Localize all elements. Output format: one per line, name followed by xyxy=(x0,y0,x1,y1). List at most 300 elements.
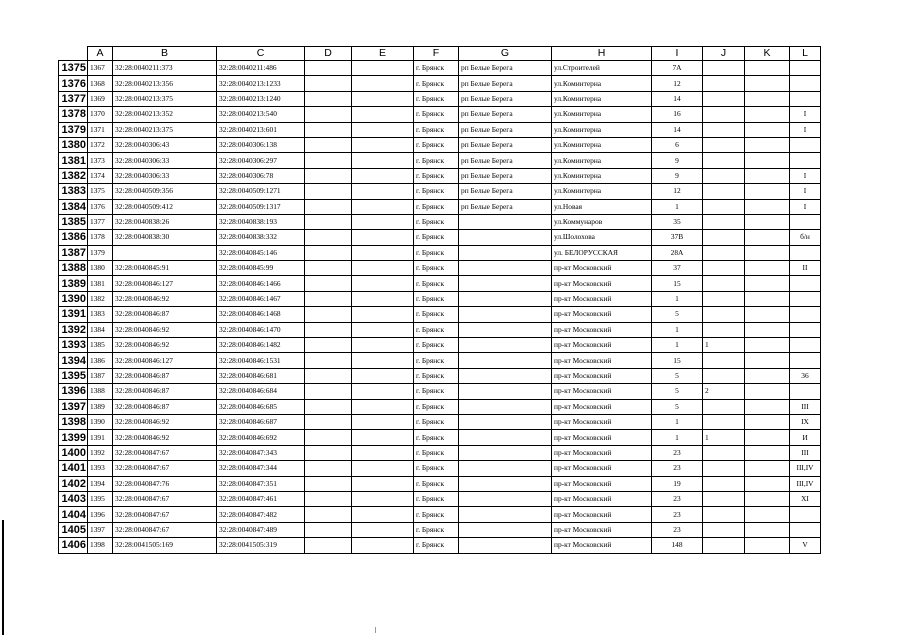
cell-l: I xyxy=(790,107,821,122)
cell-i: 1 xyxy=(652,291,703,306)
cell-k xyxy=(745,276,790,291)
cell-e xyxy=(352,461,414,476)
row-number-cell: 1403 xyxy=(59,491,88,506)
cell-c: 32:28:0041505:319 xyxy=(217,538,305,553)
cell-k xyxy=(745,91,790,106)
cell-i: 5 xyxy=(652,368,703,383)
cell-j xyxy=(703,137,745,152)
cell-l xyxy=(790,76,821,91)
cell-g xyxy=(459,276,552,291)
column-header-h: H xyxy=(552,47,652,61)
cell-h: пр-кт Московский xyxy=(552,414,652,429)
cell-e xyxy=(352,76,414,91)
table-row xyxy=(59,122,821,137)
column-header-b: B xyxy=(113,47,217,61)
cell-g: рп Белые Берега xyxy=(459,153,552,168)
row-number-cell: 1402 xyxy=(59,476,88,491)
cell-a: 1392 xyxy=(88,445,113,460)
cell-a: 1384 xyxy=(88,322,113,337)
cell-i: 12 xyxy=(652,184,703,199)
cell-e xyxy=(352,538,414,553)
cell-h: ул.Коминтерна xyxy=(552,168,652,183)
cell-b: 32:28:0040846:87 xyxy=(113,399,217,414)
cell-a: 1372 xyxy=(88,137,113,152)
cell-h: пр-кт Московский xyxy=(552,276,652,291)
row-number-cell: 1400 xyxy=(59,445,88,460)
cell-l xyxy=(790,338,821,353)
cell-i: 1 xyxy=(652,338,703,353)
cell-g xyxy=(459,414,552,429)
cell-h: пр-кт Московский xyxy=(552,507,652,522)
cell-d xyxy=(305,245,352,260)
cell-f: г. Брянск xyxy=(414,107,459,122)
cell-d xyxy=(305,507,352,522)
cell-g: рп Белые Берега xyxy=(459,76,552,91)
cell-i: 15 xyxy=(652,353,703,368)
cell-f: г. Брянск xyxy=(414,322,459,337)
cell-l xyxy=(790,276,821,291)
cell-b: 32:28:0040847:67 xyxy=(113,507,217,522)
table-row xyxy=(59,76,821,91)
cell-f: г. Брянск xyxy=(414,261,459,276)
cell-i: 19 xyxy=(652,476,703,491)
row-number-cell: 1390 xyxy=(59,291,88,306)
cell-g: рп Белые Берега xyxy=(459,107,552,122)
cell-k xyxy=(745,214,790,229)
column-header-a: A xyxy=(88,47,113,61)
corner-cell xyxy=(59,47,88,61)
column-header-l: L xyxy=(790,47,821,61)
cell-l xyxy=(790,522,821,537)
cell-g: рп Белые Берега xyxy=(459,137,552,152)
cell-f: г. Брянск xyxy=(414,430,459,445)
row-number-cell: 1381 xyxy=(59,153,88,168)
cell-c: 32:28:0040846:684 xyxy=(217,384,305,399)
cell-a: 1379 xyxy=(88,245,113,260)
table-row xyxy=(59,538,821,553)
cell-c: 32:28:0040846:1467 xyxy=(217,291,305,306)
cell-k xyxy=(745,414,790,429)
table-row xyxy=(59,107,821,122)
cell-h: ул.Коминтерна xyxy=(552,91,652,106)
cell-h: ул.Строителей xyxy=(552,61,652,76)
cell-d xyxy=(305,91,352,106)
cell-b: 32:28:0040846:127 xyxy=(113,353,217,368)
cell-g xyxy=(459,214,552,229)
cell-i: 1 xyxy=(652,430,703,445)
cell-e xyxy=(352,353,414,368)
cell-f: г. Брянск xyxy=(414,538,459,553)
table-row xyxy=(59,168,821,183)
cell-l xyxy=(790,61,821,76)
cell-l xyxy=(790,384,821,399)
cell-a: 1397 xyxy=(88,522,113,537)
cell-h: ул.Коминтерна xyxy=(552,107,652,122)
cell-j xyxy=(703,214,745,229)
cell-d xyxy=(305,230,352,245)
cell-i: 14 xyxy=(652,122,703,137)
row-number-cell: 1384 xyxy=(59,199,88,214)
table-row xyxy=(59,507,821,522)
cell-d xyxy=(305,476,352,491)
column-header-row xyxy=(59,47,821,61)
row-number-cell: 1391 xyxy=(59,307,88,322)
cell-j xyxy=(703,107,745,122)
cell-a: 1385 xyxy=(88,338,113,353)
cell-f: г. Брянск xyxy=(414,61,459,76)
cell-j xyxy=(703,414,745,429)
cell-i: 16 xyxy=(652,107,703,122)
column-header-c: C xyxy=(217,47,305,61)
cell-b: 32:28:0040213:375 xyxy=(113,122,217,137)
cell-k xyxy=(745,230,790,245)
table-row xyxy=(59,291,821,306)
table-row xyxy=(59,230,821,245)
cell-f: г. Брянск xyxy=(414,507,459,522)
cell-f: г. Брянск xyxy=(414,76,459,91)
cell-i: 37 xyxy=(652,261,703,276)
cell-b: 32:28:0040509:412 xyxy=(113,199,217,214)
cell-l: 36 xyxy=(790,368,821,383)
cell-c: 32:28:0040509:1271 xyxy=(217,184,305,199)
cell-j: 2 xyxy=(703,384,745,399)
cell-b: 32:28:0040306:33 xyxy=(113,153,217,168)
cell-g xyxy=(459,322,552,337)
cell-e xyxy=(352,261,414,276)
cell-l xyxy=(790,214,821,229)
cell-k xyxy=(745,107,790,122)
cell-i: 23 xyxy=(652,491,703,506)
cell-i: 5 xyxy=(652,307,703,322)
cell-h: пр-кт Московский xyxy=(552,307,652,322)
cell-d xyxy=(305,261,352,276)
cell-l xyxy=(790,245,821,260)
cell-d xyxy=(305,153,352,168)
cell-e xyxy=(352,61,414,76)
cell-g xyxy=(459,384,552,399)
cell-l: I xyxy=(790,122,821,137)
cell-e xyxy=(352,245,414,260)
column-header-e: E xyxy=(352,47,414,61)
cell-a: 1387 xyxy=(88,368,113,383)
cell-g xyxy=(459,307,552,322)
cell-d xyxy=(305,137,352,152)
cell-l xyxy=(790,507,821,522)
cell-i: 35 xyxy=(652,214,703,229)
cell-e xyxy=(352,399,414,414)
cell-d xyxy=(305,538,352,553)
cell-i: 5 xyxy=(652,384,703,399)
cell-e xyxy=(352,476,414,491)
cell-f: г. Брянск xyxy=(414,153,459,168)
table-body xyxy=(59,61,821,554)
cell-j xyxy=(703,353,745,368)
cell-e xyxy=(352,184,414,199)
cell-c: 32:28:0040847:344 xyxy=(217,461,305,476)
cell-j xyxy=(703,538,745,553)
cell-i: 12 xyxy=(652,76,703,91)
cell-a: 1378 xyxy=(88,230,113,245)
cell-f: г. Брянск xyxy=(414,230,459,245)
cell-h: ул.Коминтерна xyxy=(552,137,652,152)
cell-f: г. Брянск xyxy=(414,338,459,353)
row-number-cell: 1378 xyxy=(59,107,88,122)
cell-a: 1396 xyxy=(88,507,113,522)
cell-j xyxy=(703,76,745,91)
cell-a: 1382 xyxy=(88,291,113,306)
cell-k xyxy=(745,307,790,322)
table-row xyxy=(59,399,821,414)
cell-a: 1377 xyxy=(88,214,113,229)
cell-b: 32:28:0040847:67 xyxy=(113,445,217,460)
cell-h: ул.Новая xyxy=(552,199,652,214)
cell-b: 32:28:0040211:373 xyxy=(113,61,217,76)
cell-d xyxy=(305,461,352,476)
cell-c: 32:28:0040306:297 xyxy=(217,153,305,168)
cell-b: 32:28:0040838:30 xyxy=(113,230,217,245)
cell-f: г. Брянск xyxy=(414,353,459,368)
cell-e xyxy=(352,153,414,168)
cell-g xyxy=(459,399,552,414)
cell-c: 32:28:0040847:482 xyxy=(217,507,305,522)
cell-e xyxy=(352,199,414,214)
cell-h: пр-кт Московский xyxy=(552,445,652,460)
cell-g xyxy=(459,461,552,476)
cell-l xyxy=(790,353,821,368)
cell-h: пр-кт Московский xyxy=(552,476,652,491)
cell-k xyxy=(745,122,790,137)
cell-e xyxy=(352,122,414,137)
row-number-cell: 1379 xyxy=(59,122,88,137)
cell-a: 1369 xyxy=(88,91,113,106)
cell-k xyxy=(745,245,790,260)
cell-g xyxy=(459,245,552,260)
cell-h: ул. БЕЛОРУССКАЯ xyxy=(552,245,652,260)
cell-h: пр-кт Московский xyxy=(552,491,652,506)
cell-b: 32:28:0040846:87 xyxy=(113,368,217,383)
cell-b: 32:28:0040846:92 xyxy=(113,430,217,445)
cell-k xyxy=(745,153,790,168)
row-number-cell: 1386 xyxy=(59,230,88,245)
cell-k xyxy=(745,168,790,183)
cell-i: 15 xyxy=(652,276,703,291)
cell-a: 1368 xyxy=(88,76,113,91)
cell-k xyxy=(745,491,790,506)
cell-i: 6 xyxy=(652,137,703,152)
cell-c: 32:28:0040846:1482 xyxy=(217,338,305,353)
cell-j xyxy=(703,61,745,76)
cell-h: пр-кт Московский xyxy=(552,322,652,337)
cell-h: ул.Коммунаров xyxy=(552,214,652,229)
cell-c: 32:28:0040213:540 xyxy=(217,107,305,122)
row-number-cell: 1385 xyxy=(59,214,88,229)
scan-margin-line xyxy=(2,520,4,635)
column-header-f: F xyxy=(414,47,459,61)
cell-f: г. Брянск xyxy=(414,184,459,199)
cell-a: 1380 xyxy=(88,261,113,276)
cell-e xyxy=(352,384,414,399)
cell-l xyxy=(790,322,821,337)
table-row xyxy=(59,261,821,276)
cell-j xyxy=(703,261,745,276)
cell-j xyxy=(703,307,745,322)
cell-j xyxy=(703,322,745,337)
cell-i: 148 xyxy=(652,538,703,553)
cell-c: 32:28:0040213:1240 xyxy=(217,91,305,106)
cell-a: 1375 xyxy=(88,184,113,199)
cell-j xyxy=(703,522,745,537)
cell-a: 1376 xyxy=(88,199,113,214)
cell-e xyxy=(352,445,414,460)
cell-i: 1 xyxy=(652,322,703,337)
cell-d xyxy=(305,522,352,537)
cell-e xyxy=(352,491,414,506)
cell-c: 32:28:0040213:601 xyxy=(217,122,305,137)
cell-d xyxy=(305,61,352,76)
cell-h: ул.Коминтерна xyxy=(552,76,652,91)
cell-l: XI xyxy=(790,491,821,506)
row-number-cell: 1406 xyxy=(59,538,88,553)
cell-b: 32:28:0040213:375 xyxy=(113,91,217,106)
column-header-g: G xyxy=(459,47,552,61)
cell-g xyxy=(459,476,552,491)
cell-b: 32:28:0040213:352 xyxy=(113,107,217,122)
cell-f: г. Брянск xyxy=(414,245,459,260)
cell-k xyxy=(745,137,790,152)
cell-d xyxy=(305,122,352,137)
cell-b: 32:28:0040306:33 xyxy=(113,168,217,183)
cell-j xyxy=(703,476,745,491)
table-row xyxy=(59,384,821,399)
cell-c: 32:28:0040847:343 xyxy=(217,445,305,460)
cell-g: рп Белые Берега xyxy=(459,168,552,183)
cell-i: 1 xyxy=(652,199,703,214)
cell-g xyxy=(459,430,552,445)
cell-a: 1391 xyxy=(88,430,113,445)
cell-c: 32:28:0040306:138 xyxy=(217,137,305,152)
cell-a: 1398 xyxy=(88,538,113,553)
cell-j: 1 xyxy=(703,430,745,445)
cell-a: 1371 xyxy=(88,122,113,137)
cell-d xyxy=(305,491,352,506)
cell-h: ул.Коминтерна xyxy=(552,184,652,199)
cell-g xyxy=(459,230,552,245)
table-row xyxy=(59,445,821,460)
cell-l: И xyxy=(790,430,821,445)
table-row xyxy=(59,322,821,337)
table-row xyxy=(59,91,821,106)
cell-a: 1367 xyxy=(88,61,113,76)
cell-c: 32:28:0040846:1468 xyxy=(217,307,305,322)
cell-f: г. Брянск xyxy=(414,276,459,291)
cell-h: пр-кт Московский xyxy=(552,384,652,399)
cell-l: б/н xyxy=(790,230,821,245)
cell-d xyxy=(305,107,352,122)
cell-d xyxy=(305,76,352,91)
cell-l: I xyxy=(790,184,821,199)
cell-c: 32:28:0040846:1531 xyxy=(217,353,305,368)
cell-l xyxy=(790,307,821,322)
cell-e xyxy=(352,214,414,229)
cell-b: 32:28:0040847:67 xyxy=(113,522,217,537)
table-row xyxy=(59,491,821,506)
cell-e xyxy=(352,91,414,106)
cell-c: 32:28:0040838:332 xyxy=(217,230,305,245)
cell-e xyxy=(352,322,414,337)
cell-c: 32:28:0040846:692 xyxy=(217,430,305,445)
table-row xyxy=(59,153,821,168)
cell-g xyxy=(459,538,552,553)
cell-g xyxy=(459,507,552,522)
cell-k xyxy=(745,322,790,337)
cell-k xyxy=(745,353,790,368)
cell-g xyxy=(459,353,552,368)
cell-j xyxy=(703,491,745,506)
cell-b xyxy=(113,245,217,260)
cell-k xyxy=(745,461,790,476)
column-header-d: D xyxy=(305,47,352,61)
cell-b: 32:28:0040846:92 xyxy=(113,414,217,429)
cell-l xyxy=(790,137,821,152)
cell-i: 23 xyxy=(652,461,703,476)
table-row xyxy=(59,199,821,214)
cell-j xyxy=(703,507,745,522)
cell-i: 1 xyxy=(652,414,703,429)
cell-k xyxy=(745,384,790,399)
cell-j xyxy=(703,291,745,306)
table-row xyxy=(59,184,821,199)
cell-l xyxy=(790,153,821,168)
table-row xyxy=(59,353,821,368)
table-row xyxy=(59,430,821,445)
cell-c: 32:28:0040211:486 xyxy=(217,61,305,76)
cell-l: I xyxy=(790,168,821,183)
cell-j xyxy=(703,199,745,214)
spreadsheet-table xyxy=(58,46,821,554)
cell-e xyxy=(352,338,414,353)
cell-k xyxy=(745,199,790,214)
cell-d xyxy=(305,214,352,229)
table-row xyxy=(59,307,821,322)
table-row xyxy=(59,338,821,353)
cell-c: 32:28:0040845:146 xyxy=(217,245,305,260)
scan-mark xyxy=(375,627,376,633)
cell-g xyxy=(459,522,552,537)
column-header-i: I xyxy=(652,47,703,61)
cell-f: г. Брянск xyxy=(414,307,459,322)
cell-h: пр-кт Московский xyxy=(552,261,652,276)
cell-i: 7А xyxy=(652,61,703,76)
cell-e xyxy=(352,522,414,537)
cell-h: пр-кт Московский xyxy=(552,368,652,383)
cell-e xyxy=(352,107,414,122)
cell-k xyxy=(745,76,790,91)
cell-j xyxy=(703,399,745,414)
cell-a: 1394 xyxy=(88,476,113,491)
cell-k xyxy=(745,430,790,445)
cell-d xyxy=(305,184,352,199)
cell-e xyxy=(352,230,414,245)
cell-e xyxy=(352,507,414,522)
cell-g: рп Белые Берега xyxy=(459,61,552,76)
cell-f: г. Брянск xyxy=(414,199,459,214)
row-number-cell: 1401 xyxy=(59,461,88,476)
cell-d xyxy=(305,322,352,337)
cell-b: 32:28:0040846:92 xyxy=(113,291,217,306)
cell-b: 32:28:0040847:76 xyxy=(113,476,217,491)
cell-k xyxy=(745,61,790,76)
row-number-cell: 1382 xyxy=(59,168,88,183)
